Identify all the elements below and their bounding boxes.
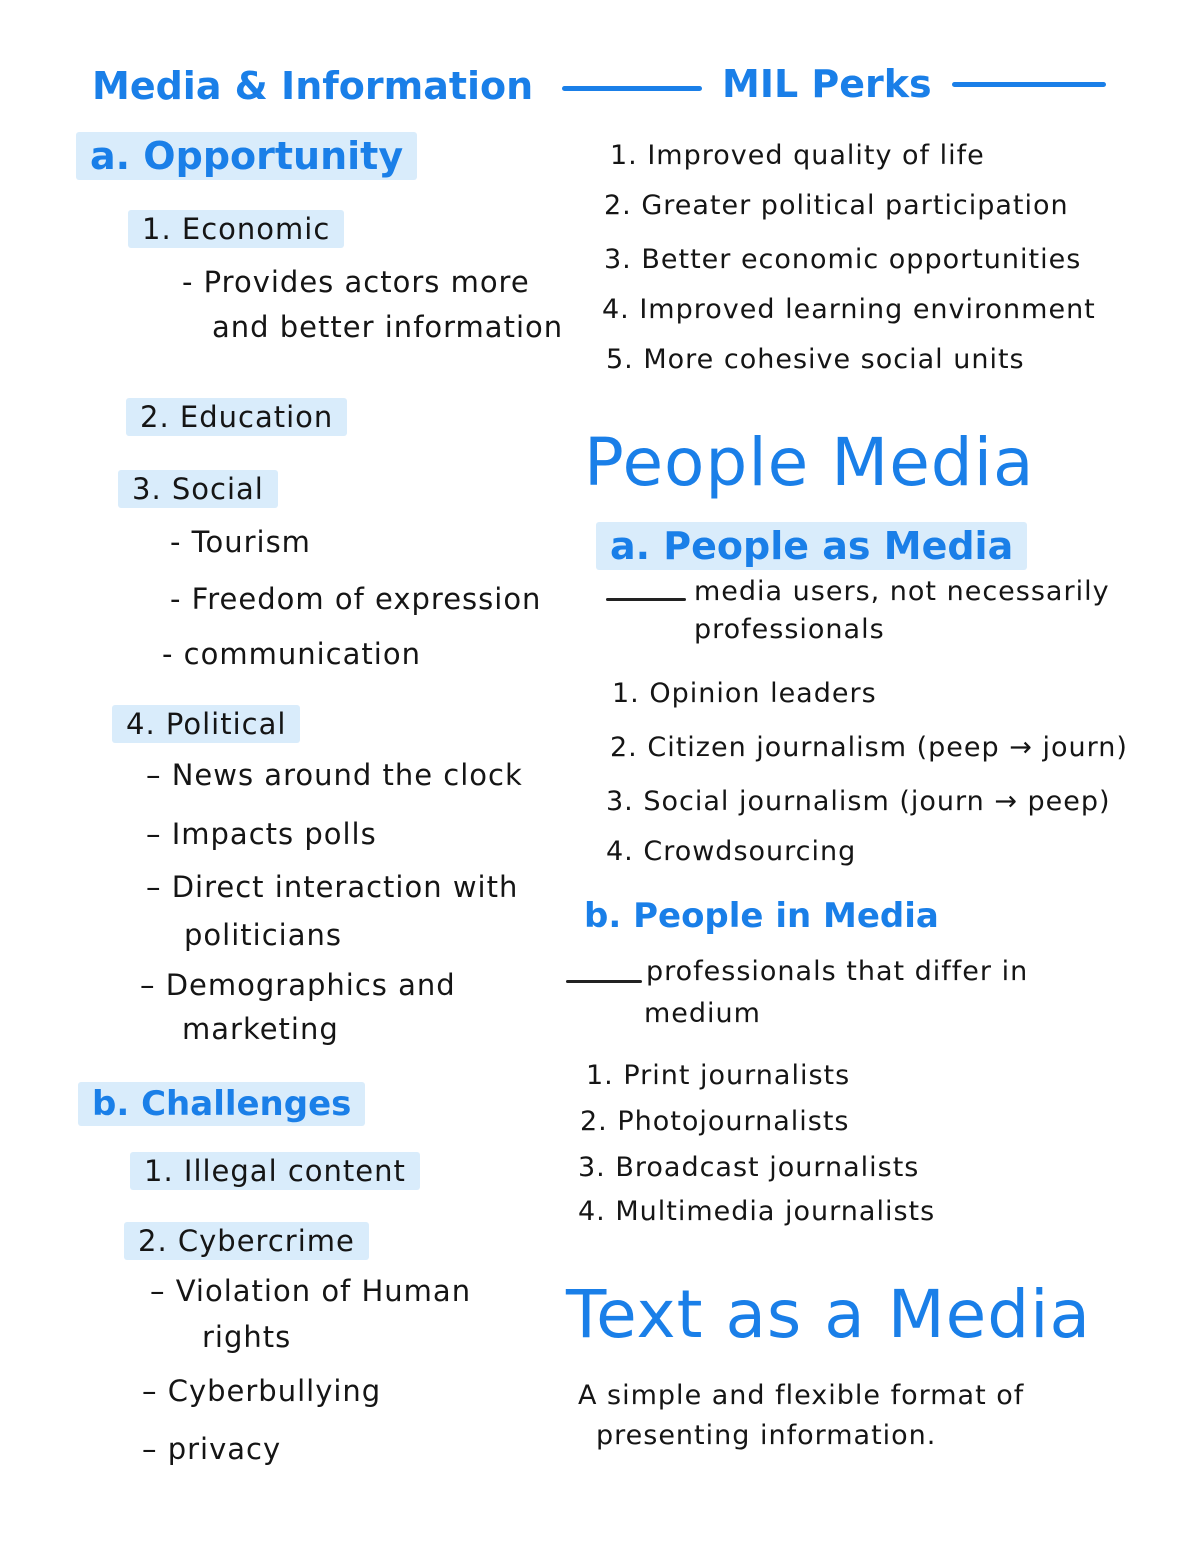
in-media-item-1: 1. Print journalists <box>586 1060 851 1091</box>
in-media-item-3: 3. Broadcast journalists <box>578 1152 920 1183</box>
as-media-item-3: 3. Social journalism (journ → peep) <box>606 786 1111 817</box>
perk-item-3: 3. Better economic opportunities <box>604 244 1082 275</box>
education-label: 2. Education <box>126 398 347 436</box>
political-bullet-interaction-line1: – Direct interaction with <box>146 870 519 904</box>
perk-item-5: 5. More cohesive social units <box>606 344 1025 375</box>
political-label: 4. Political <box>112 705 300 743</box>
perk-item-4: 4. Improved learning environment <box>602 294 1096 325</box>
people-as-media-desc-line1: media users, not necessarily <box>694 576 1110 607</box>
text-as-media-desc-line2: presenting information. <box>596 1420 937 1451</box>
perk-item-2: 2. Greater political participation <box>604 190 1069 221</box>
in-media-item-2: 2. Photojournalists <box>580 1106 850 1137</box>
people-as-media-dash <box>606 598 686 601</box>
economic-bullet-line2: and better information <box>212 310 564 344</box>
social-label: 3. Social <box>118 470 278 508</box>
page-title: Media & Information <box>92 64 534 108</box>
perks-rule-left <box>562 86 702 91</box>
social-bullet-communication: - communication <box>162 637 421 671</box>
as-media-item-4: 4. Crowdsourcing <box>606 836 857 867</box>
text-as-media-desc-line1: A simple and flexible format of <box>578 1380 1025 1411</box>
people-in-media-desc-line2: medium <box>644 998 761 1029</box>
economic-label: 1. Economic <box>128 210 344 248</box>
illegal-content-label: 1. Illegal content <box>130 1152 420 1190</box>
people-in-media-heading: b. People in Media <box>584 896 939 936</box>
people-as-media-heading: a. People as Media <box>596 522 1027 570</box>
political-bullet-polls: – Impacts polls <box>146 817 377 851</box>
people-in-media-desc-line1: professionals that differ in <box>646 956 1029 987</box>
people-in-media-dash <box>566 980 642 983</box>
perks-rule-right <box>952 82 1106 87</box>
cybercrime-bullet-privacy: – privacy <box>142 1432 282 1466</box>
cybercrime-bullet-violation-line1: – Violation of Human <box>150 1274 472 1308</box>
political-bullet-news: – News around the clock <box>146 758 523 792</box>
political-bullet-interaction-line2: politicians <box>184 918 342 952</box>
social-bullet-expression: - Freedom of expression <box>170 582 542 616</box>
perk-item-1: 1. Improved quality of life <box>610 140 985 171</box>
people-media-title: People Media <box>584 424 1035 501</box>
cybercrime-bullet-cyberbullying: – Cyberbullying <box>142 1374 382 1408</box>
political-bullet-demographics-line2: marketing <box>182 1012 339 1046</box>
economic-bullet-line1: - Provides actors more <box>182 265 530 299</box>
text-as-media-title: Text as a Media <box>566 1276 1091 1353</box>
cybercrime-label: 2. Cybercrime <box>124 1222 369 1260</box>
as-media-item-1: 1. Opinion leaders <box>612 678 877 709</box>
political-bullet-demographics-line1: – Demographics and <box>140 968 456 1002</box>
challenges-heading: b. Challenges <box>78 1082 365 1126</box>
perks-title: MIL Perks <box>722 62 932 106</box>
cybercrime-bullet-violation-line2: rights <box>202 1320 292 1354</box>
opportunity-heading: a. Opportunity <box>76 132 417 180</box>
people-as-media-desc-line2: professionals <box>694 614 885 645</box>
social-bullet-tourism: - Tourism <box>170 525 311 559</box>
in-media-item-4: 4. Multimedia journalists <box>578 1196 936 1227</box>
as-media-item-2: 2. Citizen journalism (peep → journ) <box>610 732 1128 763</box>
